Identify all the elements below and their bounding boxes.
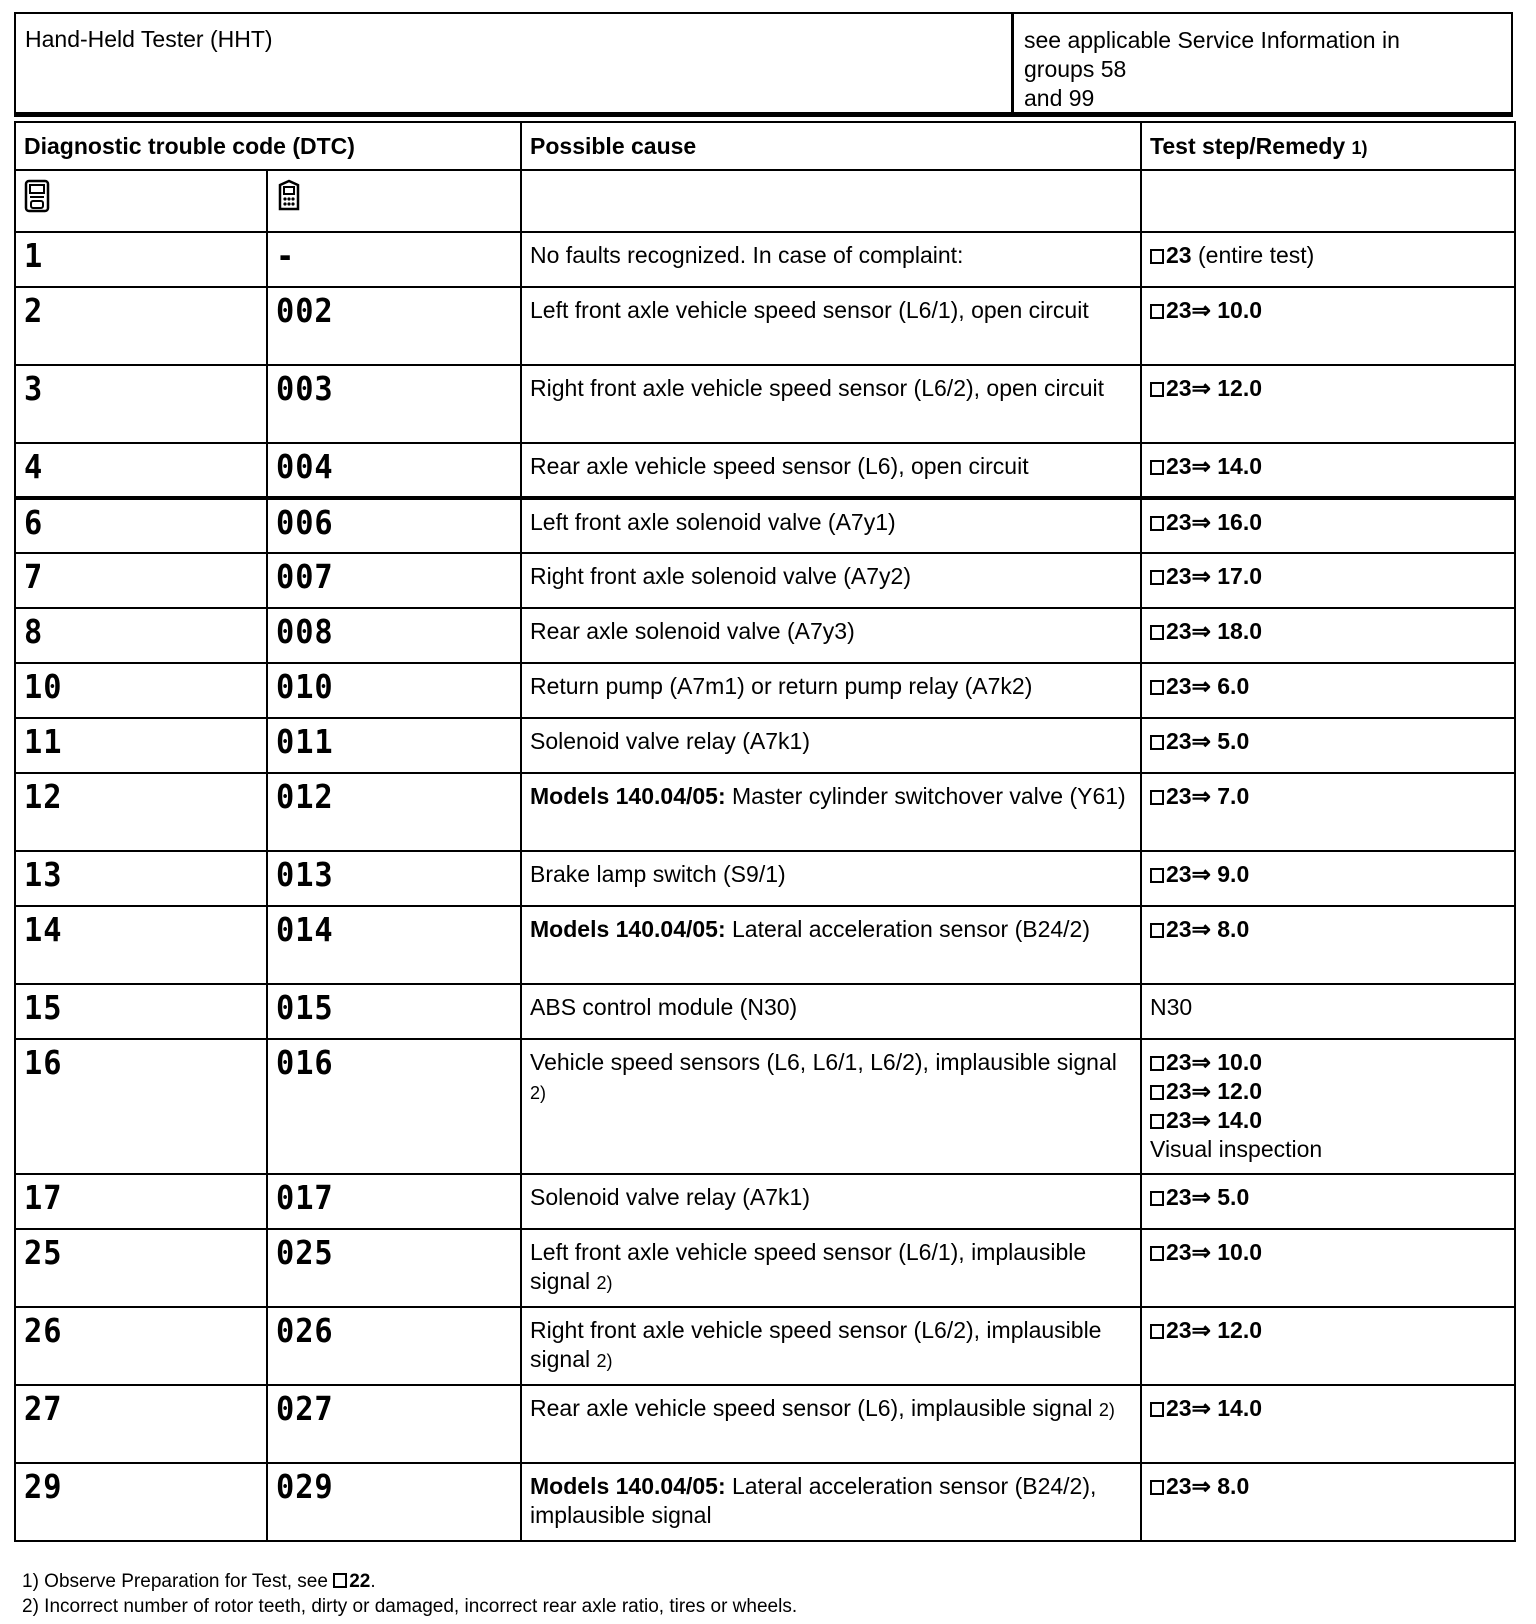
possible-cause-cell (521, 232, 1141, 287)
document-reference-icon (1150, 1324, 1164, 1339)
blink-code: 2 (24, 291, 44, 330)
remedy-text: Visual inspection (1150, 1136, 1323, 1162)
blink-code-cell (15, 498, 267, 553)
blink-code-cell (15, 1039, 267, 1174)
blink-code-cell (15, 1307, 267, 1385)
remedy-line (1150, 1135, 1506, 1164)
remedy-cell (1141, 1463, 1515, 1541)
blink-code-cell (15, 718, 267, 773)
hht-code-cell (267, 232, 521, 287)
hht-code: 017 (276, 1178, 334, 1217)
model-qualifier: Models 140.04/05: (530, 1473, 726, 1499)
hht-code: 029 (276, 1467, 334, 1506)
blink-code-cell (15, 1174, 267, 1229)
table-row (15, 906, 1515, 984)
possible-cause-text: Rear axle vehicle speed sensor (L6), open circuit (530, 453, 1029, 479)
table-row (15, 553, 1515, 608)
remedy-line (1150, 782, 1506, 811)
hht-code-cell (267, 1039, 521, 1174)
blink-code-cell (15, 608, 267, 663)
possible-cause-cell (521, 1174, 1141, 1229)
possible-cause-cell (521, 1463, 1141, 1541)
hht-code: 007 (276, 557, 334, 596)
table-row (15, 287, 1515, 365)
possible-cause-cell (521, 906, 1141, 984)
header-service-line: and 99 (1024, 85, 1095, 111)
blink-code-cell (15, 365, 267, 443)
remedy-text: N30 (1150, 994, 1193, 1020)
table-row (15, 1307, 1515, 1385)
test-step-reference[interactable]: 23⇒ 14.0 (1166, 1395, 1263, 1421)
blink-code: 16 (24, 1043, 63, 1082)
test-step-reference[interactable]: 23 (1166, 242, 1192, 268)
hht-code-cell (267, 1229, 521, 1307)
possible-cause-text: Master cylinder switchover valve (Y61) (725, 783, 1126, 809)
remedy-line (1150, 1472, 1506, 1501)
remedy-cell (1141, 1385, 1515, 1463)
remedy-cell (1141, 906, 1515, 984)
remedy-cell (1141, 1307, 1515, 1385)
document-reference-icon (1150, 1056, 1164, 1071)
table-row (15, 1385, 1515, 1463)
hht-code-cell (267, 906, 521, 984)
possible-cause-text: Solenoid valve relay (A7k1) (530, 728, 810, 754)
document-reference-icon (1150, 1114, 1164, 1129)
document-reference-icon (1150, 735, 1164, 750)
document-reference-icon (1150, 1402, 1164, 1417)
remedy-line (1150, 1394, 1506, 1423)
hht-code: 006 (276, 503, 334, 542)
blink-code: 7 (24, 557, 44, 596)
remedy-cell (1141, 365, 1515, 443)
possible-cause-text: Lateral acceleration sensor (B24/2), implausible signal (530, 1473, 1097, 1528)
test-step-reference[interactable]: 23⇒ 10.0 (1166, 297, 1263, 323)
hht-code: 025 (276, 1233, 334, 1272)
test-step-reference[interactable]: 23⇒ 8.0 (1166, 1473, 1250, 1499)
remedy-cell (1141, 287, 1515, 365)
test-step-reference[interactable]: 23⇒ 10.0 (1166, 1239, 1263, 1265)
remedy-line (1150, 374, 1506, 403)
blink-code: 25 (24, 1233, 63, 1272)
header-box (14, 12, 1513, 117)
footnote-1-ref: 22 (349, 1571, 371, 1592)
footnote-marker: 2) (530, 1083, 547, 1103)
possible-cause-text: Left front axle vehicle speed sensor (L6/1), implausible signal (530, 1239, 1087, 1294)
footnote-marker: 1) (1351, 138, 1368, 158)
blink-code: 11 (24, 722, 63, 761)
table-row (15, 1229, 1515, 1307)
footnote-1 (22, 1571, 376, 1593)
blink-code: 6 (24, 503, 44, 542)
column-header-remedy (1141, 122, 1515, 170)
possible-cause-cell (521, 1307, 1141, 1385)
hht-code-cell (267, 851, 521, 906)
test-step-reference[interactable]: 23⇒ 16.0 (1166, 509, 1263, 535)
hht-code: 011 (276, 722, 334, 761)
hht-code: 015 (276, 988, 334, 1027)
blink-code-cell (15, 851, 267, 906)
table-row (15, 663, 1515, 718)
hht-code: 010 (276, 667, 334, 706)
document-reference-icon (1150, 249, 1164, 264)
header-tester-label: Hand-Held Tester (HHT) (16, 14, 1014, 115)
test-step-reference[interactable]: 23⇒ 14.0 (1166, 1107, 1263, 1133)
remedy-line (1150, 993, 1506, 1022)
remedy-line (1150, 508, 1506, 537)
test-step-reference[interactable]: 23⇒ 5.0 (1166, 1184, 1250, 1210)
possible-cause-cell (521, 365, 1141, 443)
remedy-cell (1141, 851, 1515, 906)
document-reference-icon (1150, 304, 1164, 319)
footnote-marker: 2) (596, 1351, 613, 1371)
icon-cell-empty (1141, 170, 1515, 232)
blink-code-cell (15, 773, 267, 851)
possible-cause-cell (521, 663, 1141, 718)
blink-code: 12 (24, 777, 63, 816)
possible-cause-text: Right front axle vehicle speed sensor (L6/2), implausible signal (530, 1317, 1102, 1372)
remedy-line (1150, 241, 1506, 270)
possible-cause-cell (521, 851, 1141, 906)
possible-cause-cell (521, 984, 1141, 1039)
remedy-line (1150, 727, 1506, 756)
table-row (15, 1174, 1515, 1229)
footnote-marker: 2) (1098, 1400, 1115, 1420)
hht-code-cell (267, 553, 521, 608)
icon-row (15, 170, 1515, 232)
document-reference-icon (1150, 1480, 1164, 1495)
hht-code: 026 (276, 1311, 334, 1350)
hht-code-cell (267, 1307, 521, 1385)
hht-code-cell (267, 365, 521, 443)
blink-code-cell (15, 232, 267, 287)
remedy-line (1150, 672, 1506, 701)
possible-cause-cell (521, 1039, 1141, 1174)
remedy-line (1150, 1048, 1506, 1077)
icon-cell-hht (267, 170, 521, 232)
document-reference-icon (1150, 790, 1164, 805)
possible-cause-text: Left front axle vehicle speed sensor (L6/1), open circuit (530, 297, 1089, 323)
remedy-cell (1141, 1229, 1515, 1307)
possible-cause-cell (521, 498, 1141, 553)
table-header-row (15, 122, 1515, 170)
document-reference-icon (1150, 923, 1164, 938)
model-qualifier: Models 140.04/05: (530, 916, 726, 942)
hht-code-cell (267, 773, 521, 851)
test-step-reference[interactable]: 23⇒ 12.0 (1166, 375, 1263, 401)
column-header-cause: Possible cause (521, 122, 1141, 170)
test-step-reference[interactable]: 23⇒ 5.0 (1166, 728, 1250, 754)
possible-cause-text: Lateral acceleration sensor (B24/2) (725, 916, 1090, 942)
document-reference-icon (1150, 382, 1164, 397)
document-reference-icon (1150, 460, 1164, 475)
remedy-line (1150, 296, 1506, 325)
blink-code-cell (15, 1463, 267, 1541)
hht-code: - (276, 236, 296, 275)
remedy-line (1150, 1238, 1506, 1267)
possible-cause-cell (521, 1229, 1141, 1307)
blink-code: 26 (24, 1311, 63, 1350)
remedy-cell (1141, 1039, 1515, 1174)
hht-code-cell (267, 1463, 521, 1541)
hht-code-cell (267, 718, 521, 773)
possible-cause-cell (521, 608, 1141, 663)
blink-code-cell (15, 984, 267, 1039)
test-step-reference[interactable]: 23⇒ 10.0 (1166, 1049, 1263, 1075)
table-row (15, 232, 1515, 287)
table-row (15, 984, 1515, 1039)
model-qualifier: Models 140.04/05: (530, 783, 726, 809)
hht-code: 014 (276, 910, 334, 949)
hht-code-cell (267, 984, 521, 1039)
test-step-reference[interactable]: 23⇒ 18.0 (1166, 618, 1263, 644)
test-step-reference[interactable]: 23⇒ 6.0 (1166, 673, 1250, 699)
document-reference-icon (1150, 680, 1164, 695)
possible-cause-cell (521, 718, 1141, 773)
table-row (15, 498, 1515, 553)
possible-cause-cell (521, 553, 1141, 608)
footnote-1-end: . (370, 1571, 376, 1592)
table-row (15, 365, 1515, 443)
hht-code-cell (267, 663, 521, 718)
blink-code: 15 (24, 988, 63, 1027)
document-reference-icon (1150, 1085, 1164, 1100)
test-step-reference[interactable]: 23⇒ 8.0 (1166, 916, 1250, 942)
test-step-reference[interactable]: 23⇒ 9.0 (1166, 861, 1250, 887)
blink-code: 10 (24, 667, 63, 706)
blink-code: 27 (24, 1389, 63, 1428)
footnote-2: 2) Incorrect number of rotor teeth, dirty or damaged, incorrect rear axle ratio, tires or wheels. (22, 1596, 798, 1617)
table-row (15, 773, 1515, 851)
remedy-line (1150, 915, 1506, 944)
footnote-marker: 2) (596, 1273, 613, 1293)
remedy-cell (1141, 663, 1515, 718)
hht-code: 012 (276, 777, 334, 816)
table-row (15, 1039, 1515, 1174)
blink-code-cell (15, 287, 267, 365)
table-row (15, 851, 1515, 906)
possible-cause-text: Brake lamp switch (S9/1) (530, 861, 786, 887)
remedy-cell (1141, 608, 1515, 663)
hht-code: 008 (276, 612, 334, 651)
blink-code: 4 (24, 447, 44, 486)
document-reference-icon (1150, 1246, 1164, 1261)
hht-code: 003 (276, 369, 334, 408)
remedy-cell (1141, 1174, 1515, 1229)
blink-code: 8 (24, 612, 44, 651)
possible-cause-text: Right front axle solenoid valve (A7y2) (530, 563, 911, 589)
remedy-cell (1141, 984, 1515, 1039)
remedy-note: (entire test) (1191, 242, 1315, 268)
blink-code: 14 (24, 910, 63, 949)
possible-cause-cell (521, 773, 1141, 851)
test-step-reference[interactable]: 23⇒ 7.0 (1166, 783, 1250, 809)
remedy-line (1150, 617, 1506, 646)
blink-code-cell (15, 1385, 267, 1463)
hht-code: 013 (276, 855, 334, 894)
possible-cause-text: Left front axle solenoid valve (A7y1) (530, 509, 896, 535)
header-service-line: groups 58 (1024, 56, 1127, 82)
possible-cause-text: Return pump (A7m1) or return pump relay (A7k2) (530, 673, 1033, 699)
blink-code-cell (15, 663, 267, 718)
document-reference-icon (1150, 516, 1164, 531)
document-reference-icon (333, 1573, 347, 1588)
table-row (15, 718, 1515, 773)
document-reference-icon (1150, 868, 1164, 883)
dtc-table (14, 121, 1516, 1542)
possible-cause-cell (521, 443, 1141, 498)
hht-code-cell (267, 498, 521, 553)
possible-cause-text: Solenoid valve relay (A7k1) (530, 1184, 810, 1210)
remedy-line (1150, 1183, 1506, 1212)
blink-code: 29 (24, 1467, 63, 1506)
blink-code-cell (15, 1229, 267, 1307)
test-step-reference[interactable]: 23⇒ 12.0 (1166, 1317, 1263, 1343)
document-reference-icon (1150, 1191, 1164, 1206)
hand-held-tester-icon (276, 179, 302, 213)
document-reference-icon (1150, 625, 1164, 640)
blink-code: 17 (24, 1178, 63, 1217)
table-row (15, 1463, 1515, 1541)
blink-code: 1 (24, 236, 44, 275)
remedy-line (1150, 1077, 1506, 1106)
hht-code-cell (267, 443, 521, 498)
possible-cause-text: No faults recognized. In case of complaint: (530, 242, 964, 268)
hht-code-cell (267, 608, 521, 663)
remedy-cell (1141, 718, 1515, 773)
header-service-info (1014, 14, 1511, 115)
test-step-reference[interactable]: 23⇒ 17.0 (1166, 563, 1263, 589)
remedy-cell (1141, 553, 1515, 608)
remedy-cell (1141, 498, 1515, 553)
hht-code: 027 (276, 1389, 334, 1428)
remedy-cell (1141, 232, 1515, 287)
blink-code-cell (15, 906, 267, 984)
possible-cause-cell (521, 287, 1141, 365)
possible-cause-text: Rear axle solenoid valve (A7y3) (530, 618, 855, 644)
remedy-line (1150, 452, 1506, 481)
remedy-line (1150, 562, 1506, 591)
remedy-line (1150, 1106, 1506, 1135)
blink-code: 13 (24, 855, 63, 894)
header-service-line: see applicable Service Information in (1024, 27, 1400, 53)
hht-code: 016 (276, 1043, 334, 1082)
column-header-remedy-label: Test step/Remedy (1150, 133, 1346, 159)
hht-code-cell (267, 287, 521, 365)
blink-code-cell (15, 553, 267, 608)
table-row (15, 443, 1515, 498)
blink-code: 3 (24, 369, 44, 408)
hht-code-cell (267, 1385, 521, 1463)
hht-code-cell (267, 1174, 521, 1229)
table-row (15, 608, 1515, 663)
icon-cell-blink (15, 170, 267, 232)
remedy-cell (1141, 443, 1515, 498)
possible-cause-text: ABS control module (N30) (530, 994, 798, 1020)
remedy-cell (1141, 773, 1515, 851)
hht-code: 002 (276, 291, 334, 330)
possible-cause-text: Right front axle vehicle speed sensor (L6/2), open circuit (530, 375, 1105, 401)
hht-code: 004 (276, 447, 334, 486)
possible-cause-text: Rear axle vehicle speed sensor (L6), implausible signal (530, 1395, 1093, 1421)
test-step-reference[interactable]: 23⇒ 14.0 (1166, 453, 1263, 479)
document-reference-icon (1150, 570, 1164, 585)
remedy-line (1150, 1316, 1506, 1345)
test-step-reference[interactable]: 23⇒ 12.0 (1166, 1078, 1263, 1104)
remedy-line (1150, 860, 1506, 889)
blink-code-tester-icon (24, 179, 50, 213)
blink-code-cell (15, 443, 267, 498)
icon-cell-empty (521, 170, 1141, 232)
column-header-dtc: Diagnostic trouble code (DTC) (15, 122, 521, 170)
possible-cause-text: Vehicle speed sensors (L6, L6/1, L6/2), implausible signal (530, 1049, 1117, 1075)
footnote-1-text: 1) Observe Preparation for Test, see (22, 1571, 334, 1592)
possible-cause-cell (521, 1385, 1141, 1463)
